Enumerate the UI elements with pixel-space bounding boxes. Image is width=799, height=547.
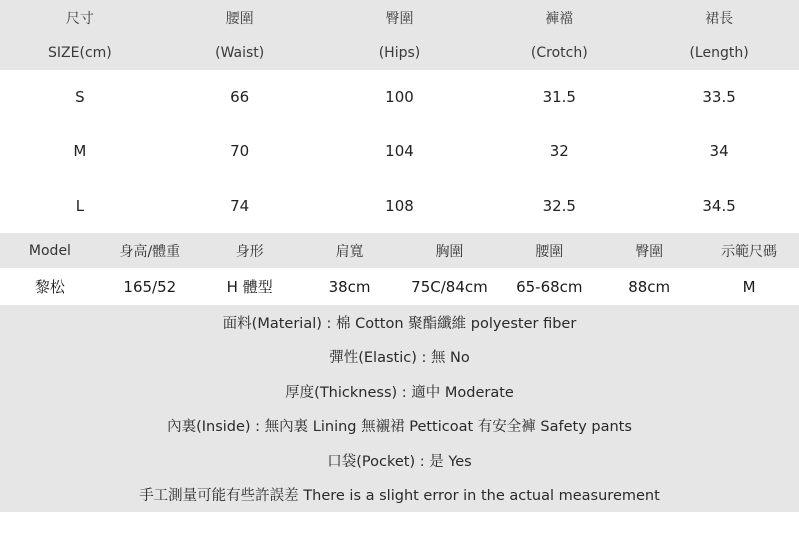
header-waist-zh: 腰圍 xyxy=(225,10,254,27)
size-table-header xyxy=(0,0,799,70)
waist-value: 66 xyxy=(230,88,250,106)
size-header-row-zh xyxy=(0,0,799,35)
inside-line: 內裏(Inside) : 無內裏 Lining 無襯裙 Petticoat 有安全褲 Safety pants xyxy=(167,418,632,435)
model-height-weight: 165/52 xyxy=(123,277,177,296)
crotch-value: 31.5 xyxy=(542,88,576,106)
header-length-en: (Length) xyxy=(689,44,749,61)
hips-value: 104 xyxy=(385,142,414,160)
header-hips-en: (Hips) xyxy=(378,44,421,61)
size-label: S xyxy=(75,88,85,106)
model-waist: 65-68cm xyxy=(516,277,583,296)
model-shoulder: 38cm xyxy=(328,277,371,296)
size-table-body xyxy=(0,70,799,233)
waist-value: 74 xyxy=(230,197,250,215)
table-row xyxy=(0,179,799,233)
model-size-worn: M xyxy=(742,277,756,296)
length-value: 34 xyxy=(709,142,729,160)
model-bust: 75C/84cm xyxy=(411,277,488,296)
crotch-value: 32 xyxy=(549,142,569,160)
header-crotch-zh: 褲襠 xyxy=(545,10,574,27)
header-waist-en: (Waist) xyxy=(215,44,265,61)
model-hips: 88cm xyxy=(628,277,671,296)
header-size-en: SIZE(cm) xyxy=(48,44,112,61)
hips-value: 108 xyxy=(385,197,414,215)
size-label: L xyxy=(75,197,85,215)
model-body-shape: H 體型 xyxy=(226,278,273,296)
header-hips-zh: 臀圍 xyxy=(385,10,414,27)
hips-value: 100 xyxy=(385,88,414,106)
pocket-line: 口袋(Pocket) : 是 Yes xyxy=(327,453,472,470)
crotch-value: 32.5 xyxy=(542,197,576,215)
header-model: Model xyxy=(28,242,71,259)
header-hips: 臀圍 xyxy=(635,243,664,260)
header-height-weight: 身高/體重 xyxy=(119,243,181,260)
model-table-header xyxy=(0,233,799,268)
model-name: 黎松 xyxy=(34,278,65,296)
waist-value: 70 xyxy=(230,142,250,160)
elastic-line: 彈性(Elastic) : 無 No xyxy=(329,349,470,366)
header-length-zh: 裙長 xyxy=(705,10,734,27)
thickness-line: 厚度(Thickness) : 適中 Moderate xyxy=(285,384,514,401)
table-row xyxy=(0,124,799,178)
header-body-shape: 身形 xyxy=(235,243,264,260)
material-line: 面料(Material) : 棉 Cotton 聚酯纖維 polyester fiber xyxy=(222,315,577,332)
model-table-row xyxy=(0,268,799,305)
table-row xyxy=(0,70,799,124)
product-info-block xyxy=(0,305,799,512)
header-waist: 腰圍 xyxy=(535,243,564,260)
length-value: 34.5 xyxy=(702,197,736,215)
header-shoulder: 肩寬 xyxy=(335,243,364,260)
size-header-row-en xyxy=(0,35,799,70)
measurement-note: 手工測量可能有些許誤差 There is a slight error in the actual measurement xyxy=(139,487,660,504)
header-bust: 胸圍 xyxy=(435,243,464,260)
length-value: 33.5 xyxy=(702,88,736,106)
header-crotch-en: (Crotch) xyxy=(530,44,588,61)
header-size-zh: 尺寸 xyxy=(65,10,94,27)
size-label: M xyxy=(73,142,87,160)
header-size-worn: 示範尺碼 xyxy=(721,243,778,260)
